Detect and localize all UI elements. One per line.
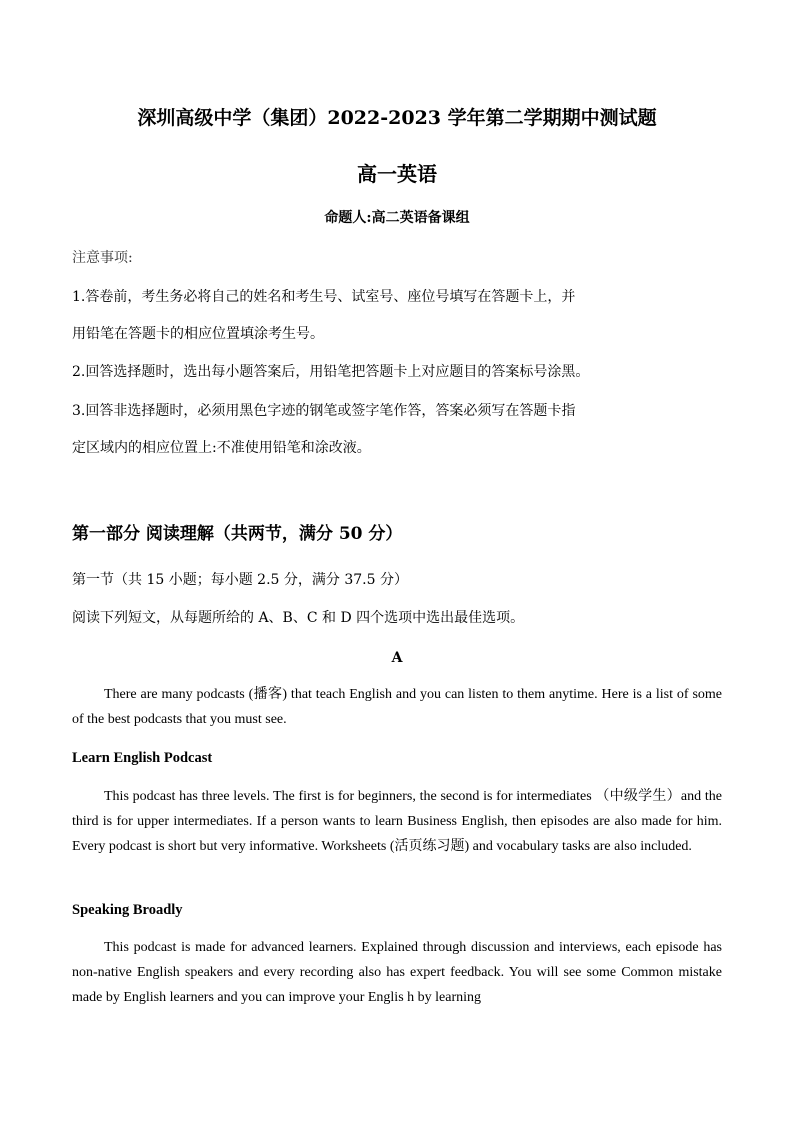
notice-line: 1.答卷前，考生务必将自己的姓名和考生号、试室号、座位号填写在答题卡上，并: [72, 289, 576, 305]
section-heading: 第一节（共 15 小题；每小题 2.5 分，满分 37.5 分）: [72, 572, 408, 588]
notice-line: 2.回答选择题时，选出每小题答案后，用铅笔把答题卡上对应题目的答案标号涂黑。: [72, 364, 590, 380]
podcast-description: This podcast is made for advanced learners. Explained through discussion and interviews, each episode has non-native English speakers and every recording also has expert feedback. You will see some Common mistake made by English learners and you can improve your Englis h by learning: [72, 940, 722, 1005]
part-heading: 第一部分 阅读理解（共两节，满分 50 分）: [72, 524, 403, 544]
podcast-description: This podcast has three levels. The first is for beginners, the second is for intermediates （中级学生）and the third is for upper intermediates. If a person wants to learn Business English, then episodes are also made for him. Every podcast is short but very informative. Worksheets (活页练习题) and vocabulary tasks are also included.: [72, 789, 722, 854]
exam-author: 命题人:高二英语备课组: [324, 210, 470, 226]
exam-title: 深圳高级中学（集团）2022-2023 学年第二学期期中测试题: [137, 107, 657, 129]
passage-intro: There are many podcasts (播客) that teach English and you can listen to them anytime. Here is a list of some of the best podcasts that you must see.: [72, 687, 722, 727]
exam-subject: 高一英语: [357, 162, 437, 186]
notice-heading: 注意事项:: [72, 250, 133, 266]
passage-label: A: [391, 650, 403, 666]
notice-line: 定区域内的相应位置上:不准使用铅笔和涂改液。: [72, 440, 371, 456]
podcast-title: Speaking Broadly: [72, 902, 183, 918]
instructions: 阅读下列短文，从每题所给的 A、B、C 和 D 四个选项中选出最佳选项。: [72, 610, 525, 626]
notice-line: 3.回答非选择题时，必须用黑色字迹的钢笔或签字笔作答，答案必须写在答题卡指: [72, 403, 576, 419]
podcast-title: Learn English Podcast: [72, 750, 213, 766]
notice-line: 用铅笔在答题卡的相应位置填涂考生号。: [72, 326, 324, 342]
